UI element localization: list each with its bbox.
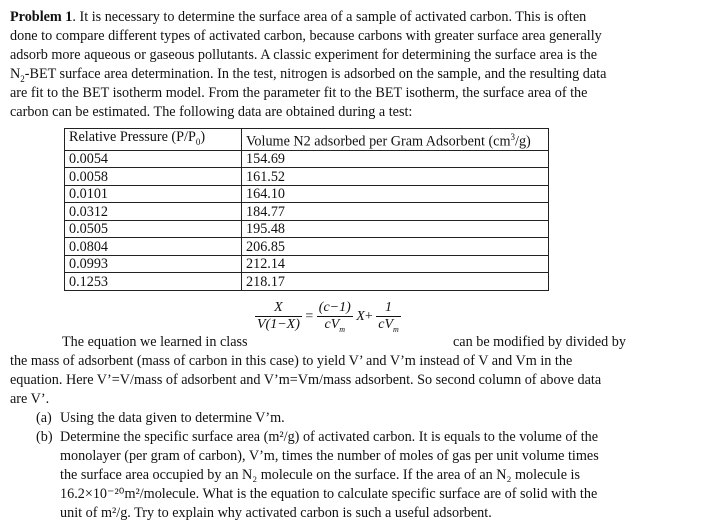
table-row: [65, 203, 549, 221]
num: X: [255, 300, 302, 317]
table-row: [65, 220, 549, 238]
volume-cell: 195.48: [242, 220, 549, 238]
problem-line-5: are fit to the BET isotherm model. From the parameter fit to the BET isotherm, the surface area of the: [10, 85, 588, 101]
intercept-fraction: [376, 300, 401, 334]
den: $cV_m$: [324, 317, 346, 334]
question-b-label: (b): [36, 429, 53, 445]
problem-label: Problem 1: [10, 9, 73, 25]
text: -BET surface area determination. In the test, nitrogen is adsorbed on the sample, and the resulting data: [24, 66, 607, 82]
problem-line-3: adsorb more aqueous or gaseous pollutants. A classic experiment for determining the surface area is the: [10, 47, 598, 63]
volume-cell: 206.85: [242, 238, 549, 256]
bet-equation: $\frac{X}{V(1-X)}$ = $\frac{(c-1)}{cV_m}$ X+ $\frac{1}{cV_m}$: [257, 300, 399, 334]
table-row: [65, 238, 549, 256]
question-b-line: Determine the specific surface area (m²/g) of activated carbon. It is equals to the volume of the: [60, 429, 599, 445]
pressure-cell: 0.0101: [65, 185, 242, 203]
problem-line-4: $N_2$-BET surface area determination. In the test, nitrogen is adsorbed on the sample, and the resulting data: [10, 66, 607, 84]
pressure-cell: 0.0312: [65, 203, 242, 221]
table-row: [65, 273, 549, 291]
table-row: [65, 168, 549, 186]
header-volume: Volume N2 adsorbed per Gram Adsorbent $(cm^3/g)$: [242, 129, 549, 151]
question-b-line: unit of m²/g. Try to explain why activated carbon is such a useful adsorbent.: [60, 505, 492, 521]
text: . It is necessary to determine the surface area of a sample of activated carbon. This is often: [72, 9, 587, 25]
pressure-cell: 0.0505: [65, 220, 242, 238]
table-header: [65, 129, 549, 151]
equation-after: can be modified by divided by: [453, 334, 626, 350]
pressure-cell: 0.1253: [65, 273, 242, 291]
problem-line-2: done to compare different types of activated carbon, because carbons with greater surface area generally: [10, 28, 602, 44]
volume-cell: 154.69: [242, 150, 549, 168]
text: Relative Pressure (P/P: [69, 129, 196, 145]
num: 1: [376, 300, 401, 317]
body-line-2: equation. Here V’=V/mass of adsorbent and V’m=Vm/mass adsorbent. So second column of above data: [10, 372, 602, 388]
num: (c−1): [318, 300, 351, 315]
header-pressure: Relative Pressure $(P/P_0)$: [65, 129, 242, 151]
volume-cell: 161.52: [242, 168, 549, 186]
question-b-line: monolayer (per gram of carbon), V’m, times the number of moles of gas per unit volume times: [60, 448, 599, 464]
volume-cell: 164.10: [242, 185, 549, 203]
body-line-1: the mass of adsorbent (mass of carbon in this case) to yield V’ and V’m instead of V and Vm in the: [10, 353, 573, 369]
question-a-text: Using the data given to determine V’m.: [60, 410, 285, 426]
lhs-fraction: [255, 300, 302, 333]
volume-cell: 212.14: [242, 255, 549, 273]
question-b-line: the surface area occupied by an N₂ molecule on the surface. If the area of an N₂ molecule is: [60, 467, 581, 483]
n2: N: [10, 66, 21, 82]
data-table: [64, 128, 549, 291]
question-b-line: 16.2×10⁻²⁰m²/molecule. What is the equation to calculate specific surface are of solid with the: [60, 486, 598, 502]
pressure-cell: 0.0054: [65, 150, 242, 168]
pressure-cell: 0.0058: [65, 168, 242, 186]
problem-line-1: [10, 8, 586, 27]
equation-intro: The equation we learned in class: [62, 334, 248, 350]
den: $cV_m$: [378, 317, 399, 334]
table-row: [65, 150, 549, 168]
table-row: [65, 185, 549, 203]
question-a-label: (a): [36, 410, 52, 426]
pressure-cell: 0.0993: [65, 255, 242, 273]
text: cV: [378, 317, 394, 332]
problem-line-6: carbon can be estimated. The following data are obtained during a test:: [10, 104, 413, 120]
pressure-cell: 0.0804: [65, 238, 242, 256]
den: V(1−X): [257, 317, 300, 333]
table-row: [65, 255, 549, 273]
body-line-3: are V’.: [10, 391, 50, 407]
text: Volume N2 adsorbed per Gram Adsorbent (cm: [246, 133, 511, 150]
volume-cell: 218.17: [242, 273, 549, 291]
volume-cell: 184.77: [242, 203, 549, 221]
slope-fraction: [317, 300, 353, 334]
text: cV: [324, 317, 340, 332]
